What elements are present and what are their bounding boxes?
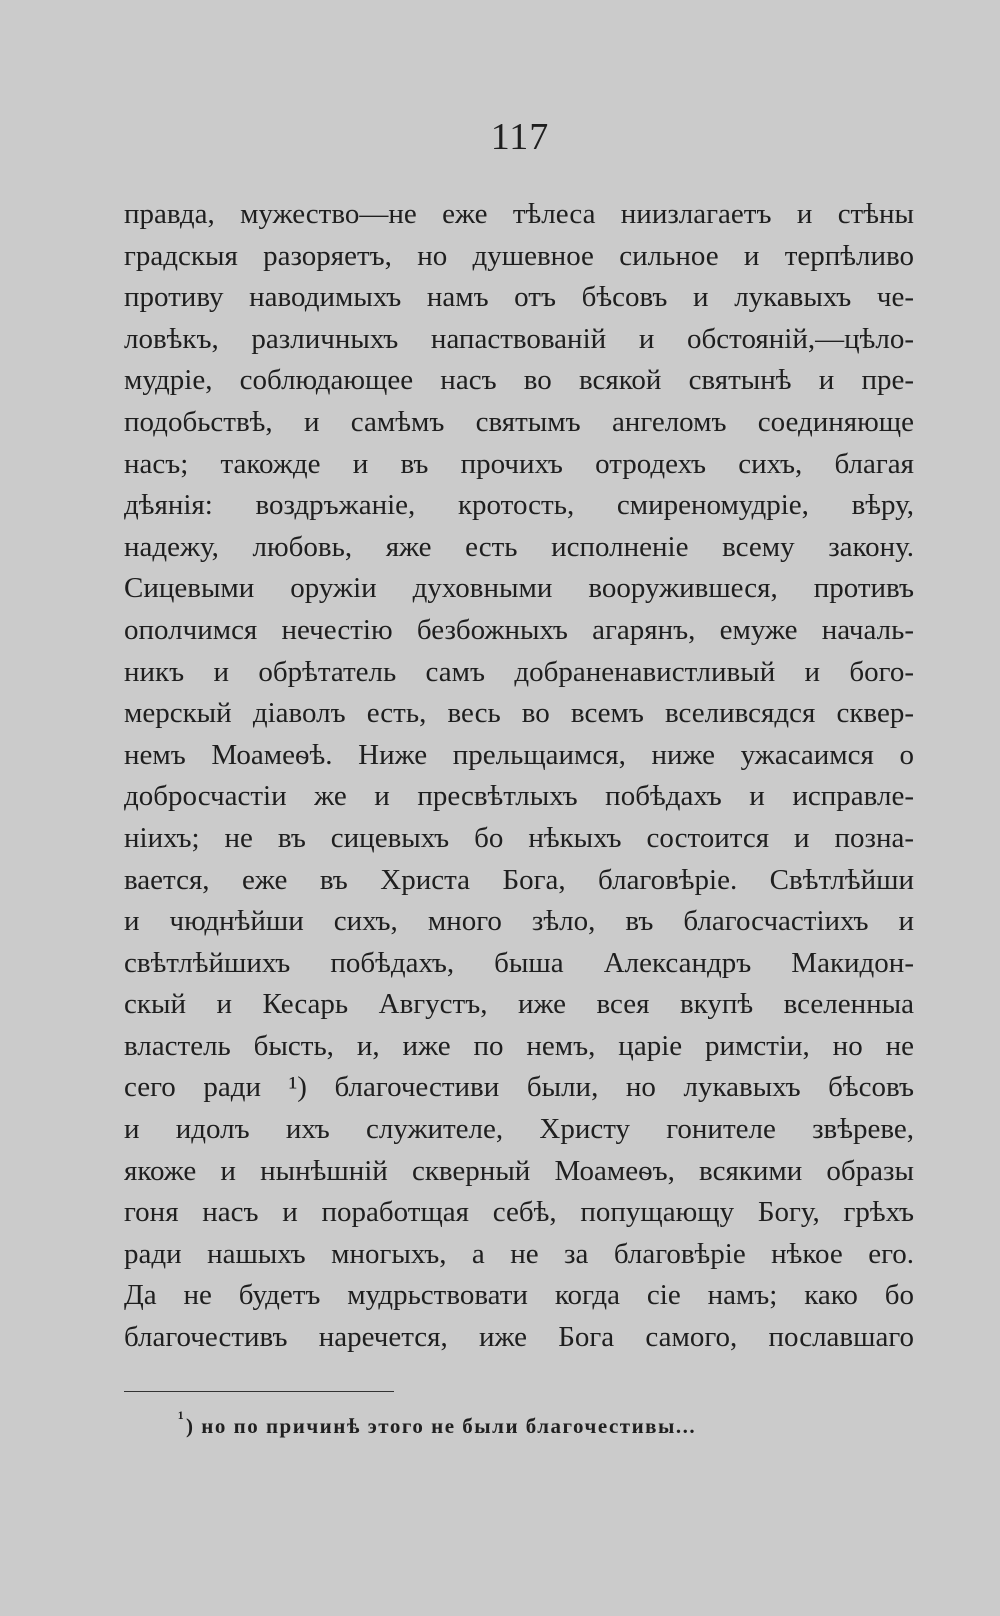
- text-line: надежу, любовь, яже есть исполненіе всему закону.: [124, 530, 914, 563]
- text-line: гоня насъ и поработщая себѣ, попущающу Богу, грѣхъ: [124, 1196, 914, 1229]
- footnote-mark: ¹: [178, 1408, 186, 1429]
- text-line: правда, мужество—не еже тѣлеса ниизлагаетъ и стѣны: [124, 198, 914, 230]
- text-line: Да не будетъ мудрьствовати когда сіе намъ; како бо: [124, 1279, 914, 1312]
- text-line: Сицевыми оружіи духовными вооружившеся, противъ: [124, 572, 914, 605]
- text-line: никъ и обрѣтатель самъ добраненавистливый и бого-: [124, 655, 914, 688]
- text-line: мудріе, соблюдающее насъ во всякой святынѣ и пре-: [124, 364, 914, 397]
- text-line: ловѣкъ, различныхъ напаствованій и обстояній,—цѣло-: [124, 322, 914, 355]
- text-line: ради нашыхъ многыхъ, а не за благовѣріе нѣкое его.: [124, 1237, 914, 1270]
- footnote-divider: [124, 1391, 394, 1392]
- text-line: мерскый діаволъ есть, весь во всемъ вселивсядся сквер-: [124, 697, 914, 730]
- text-line: противу наводимыхъ намъ отъ бѣсовъ и лукавыхъ че-: [124, 281, 914, 314]
- page-number: 117: [490, 116, 550, 158]
- text-line: властель бысть, и, иже по немъ, царіе римстіи, но не: [124, 1029, 914, 1062]
- text-line: вается, еже въ Христа Бога, благовѣріе. Свѣтлѣйши: [124, 863, 914, 896]
- text-line: добросчастіи же и пресвѣтлыхъ побѣдахъ и исправле-: [124, 780, 914, 813]
- text-line: сего ради ¹) благочестиви были, но лукавыхъ бѣсовъ: [124, 1071, 914, 1104]
- text-line: дѣянія: воздръжаніе, кротость, смиреномудріе, вѣру,: [124, 489, 914, 522]
- text-line: градскыя разоряетъ, но душевное сильное и терпѣливо: [124, 239, 914, 272]
- footnote: [178, 1408, 697, 1439]
- text-line: свѣтлѣйшихъ побѣдахъ, быша Александръ Макидон-: [124, 946, 914, 979]
- footnote-text: ) но по причинѣ этого не были благочестивы...: [186, 1414, 697, 1438]
- text-line: и идолъ ихъ служителе, Христу гонителе звѣреве,: [124, 1113, 914, 1146]
- text-line: ополчимся нечестію безбожныхъ агарянъ, емуже началь-: [124, 613, 914, 646]
- text-line: и чюднѣйши сихъ, много зѣло, въ благосчастіихъ и: [124, 905, 914, 938]
- text-line: скый и Кесарь Августъ, иже всея вкупѣ вселенныа: [124, 988, 914, 1021]
- text-line: ніихъ; не въ сицевыхъ бо нѣкыхъ состоится и позна-: [124, 821, 914, 854]
- text-line: подобьствѣ, и самѣмъ святымъ ангеломъ соединяюще: [124, 405, 914, 438]
- text-line: насъ; такожде и въ прочихъ отродехъ сихъ, благая: [124, 447, 914, 480]
- body-text: [124, 194, 914, 1359]
- text-line: якоже и нынѣшній скверный Моамеѳъ, всякими образы: [124, 1154, 914, 1187]
- text-line: благочестивъ наречется, иже Бога самого, пославшаго: [124, 1321, 914, 1354]
- text-line: немъ Моамеѳѣ. Ниже прельщаимся, ниже ужасаимся о: [124, 738, 914, 771]
